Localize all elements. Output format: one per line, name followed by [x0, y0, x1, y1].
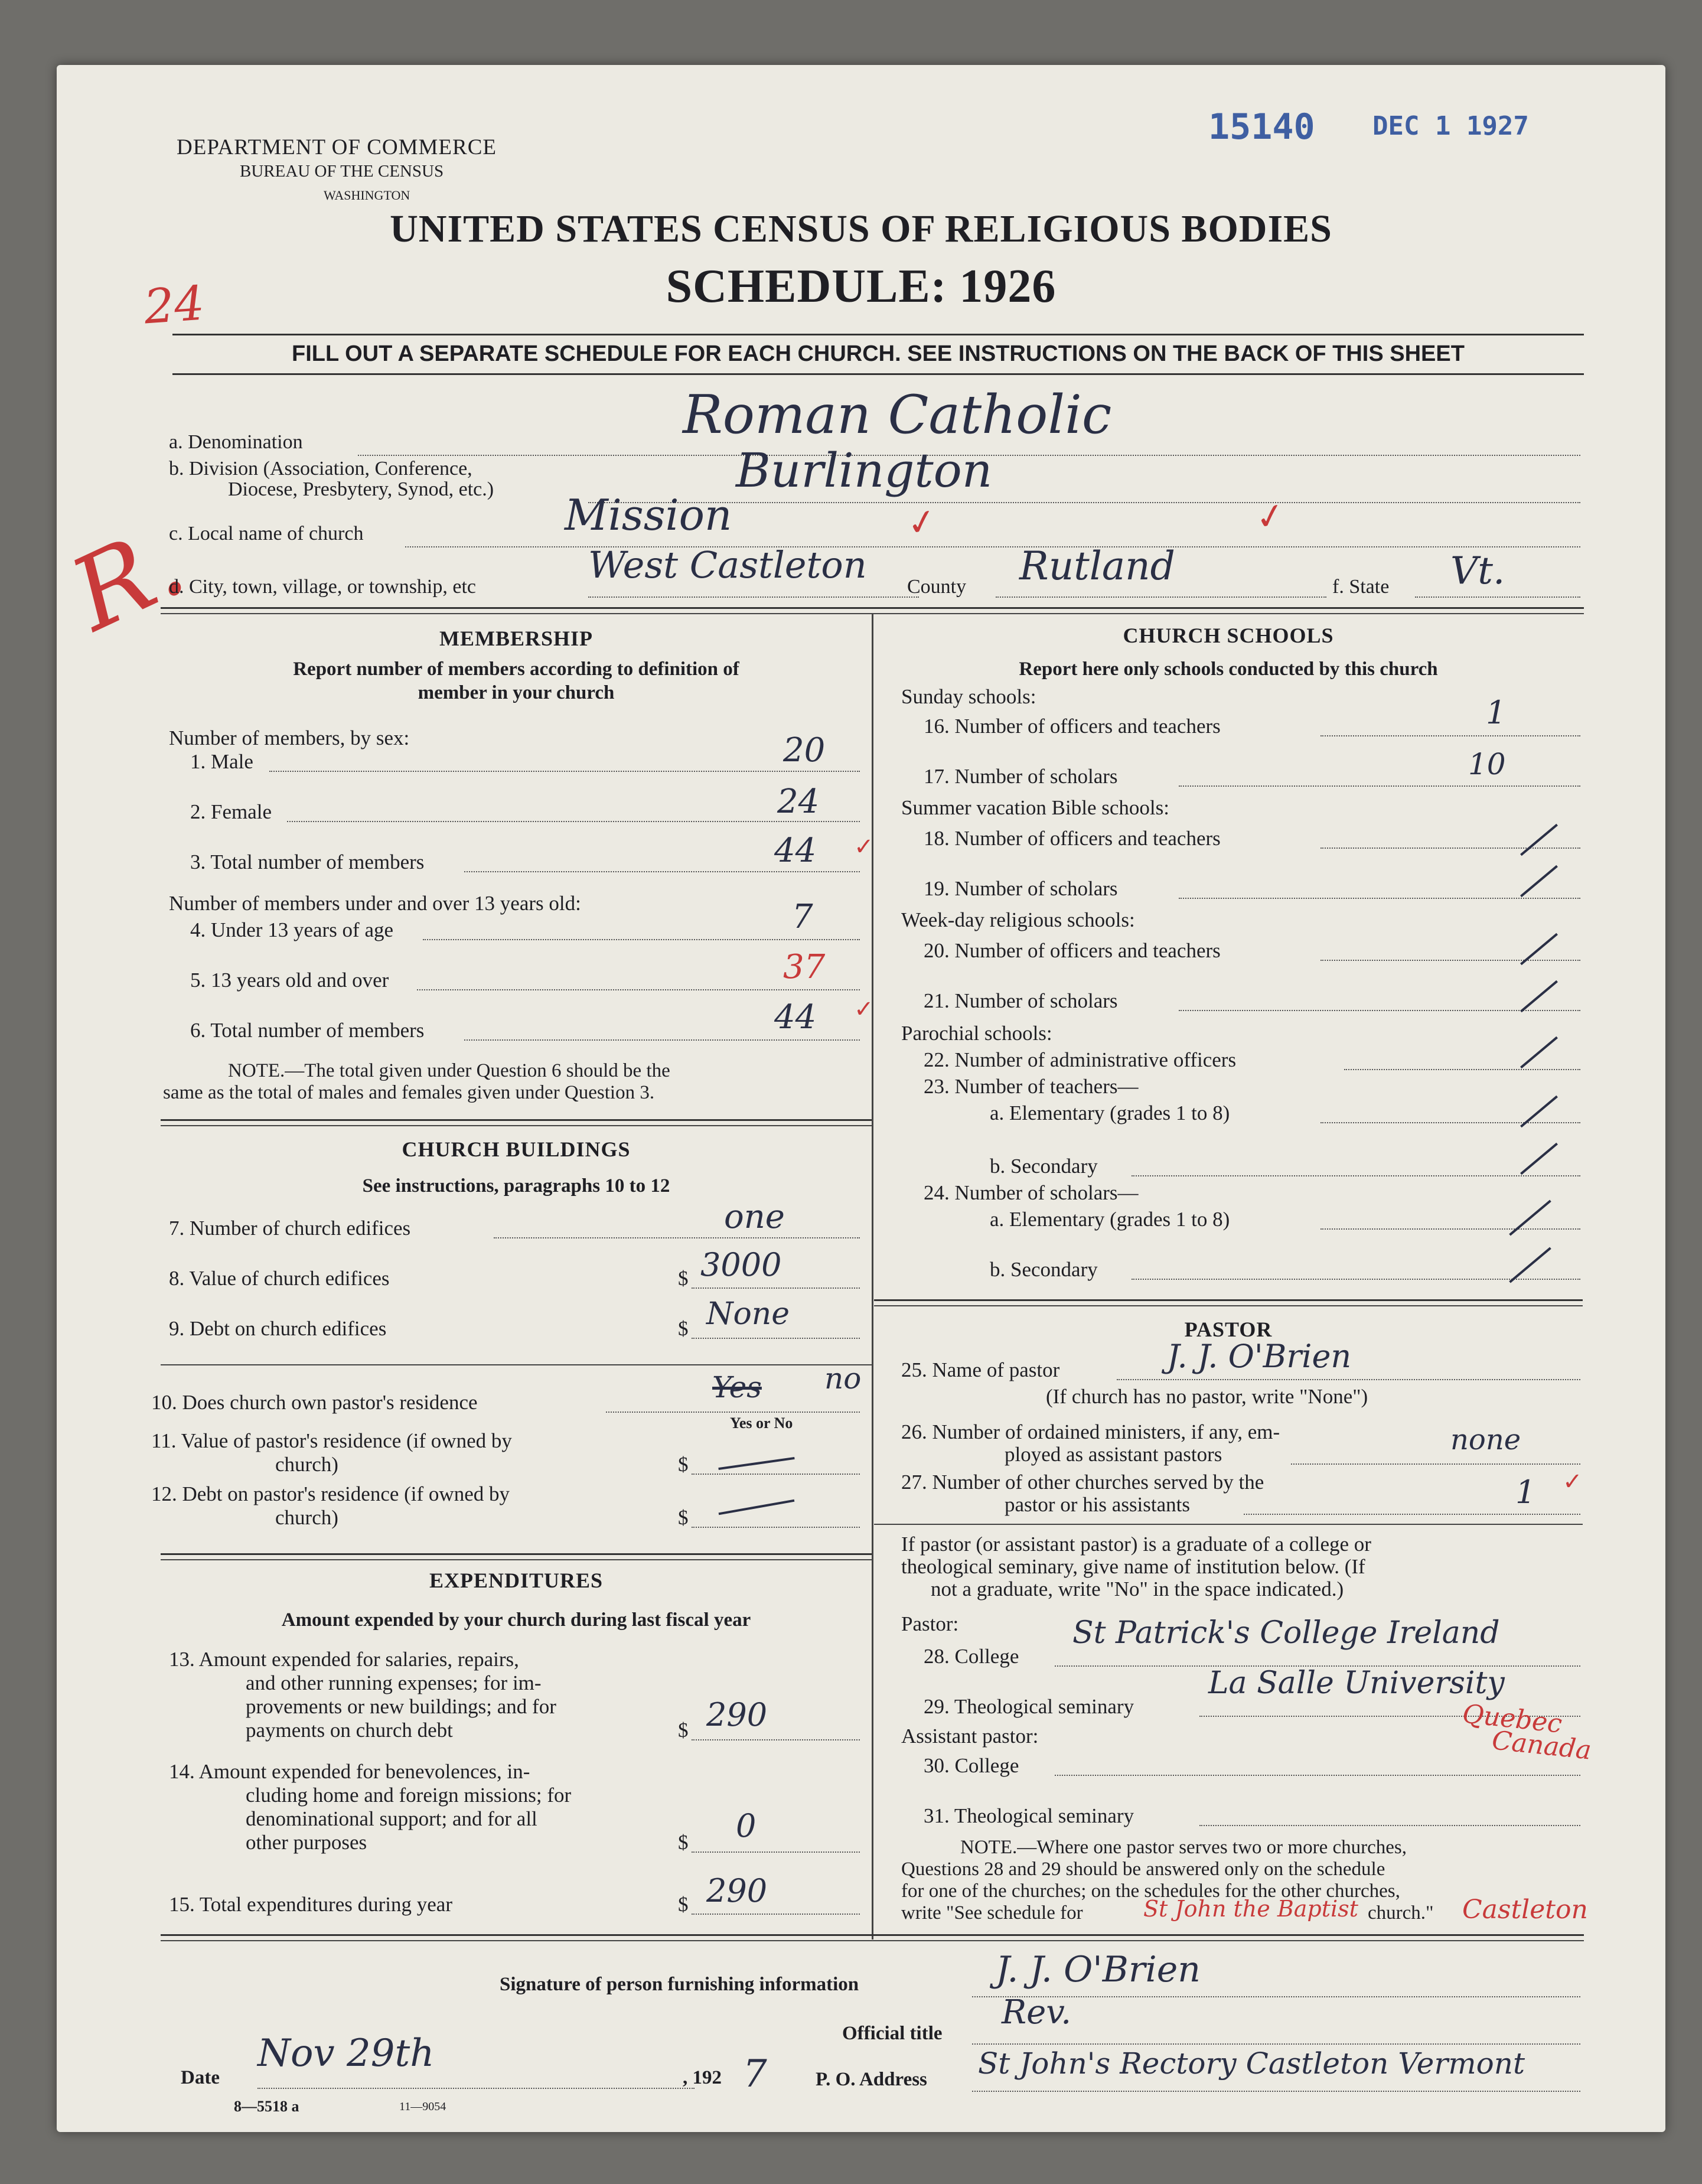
division-value: Burlington	[736, 443, 993, 498]
red-check-mark: ✓	[854, 996, 874, 1022]
q27-label-line1: 27. Number of other churches served by the	[901, 1471, 1264, 1494]
graduate-instruction-1: If pastor (or assistant pastor) is a graduate of a college or	[901, 1533, 1371, 1556]
date-label: Date	[181, 2067, 220, 2088]
q12-label-line1: 12. Debt on pastor's residence (if owned by	[151, 1482, 510, 1505]
q17-label: 17. Number of scholars	[924, 765, 1118, 788]
q10-struck-answer: Yes	[712, 1370, 762, 1404]
see-schedule-church-value: St John the Baptist	[1143, 1896, 1358, 1922]
q9-debt-value: None	[706, 1296, 790, 1332]
q24b-label: b. Secondary	[990, 1258, 1098, 1281]
q29-label: 29. Theological seminary	[924, 1695, 1134, 1718]
county-value: Rutland	[1019, 543, 1175, 589]
membership-heading: MEMBERSHIP	[439, 627, 593, 650]
year-prefix: , 192	[683, 2067, 722, 2088]
assistant-pastor-sub-label: Assistant pastor:	[901, 1725, 1039, 1748]
dollar-sign: $	[678, 1719, 689, 1742]
members-by-sex-label: Number of members, by sex:	[169, 726, 410, 749]
pastor-note-4-start: write "See schedule for	[901, 1902, 1083, 1924]
q29-note-1: Quebec	[1460, 1699, 1564, 1739]
q24-label: 24. Number of scholars—	[924, 1181, 1139, 1204]
summer-schools-label: Summer vacation Bible schools:	[901, 796, 1169, 819]
dollar-sign: $	[678, 1453, 689, 1476]
local-name-label: c. Local name of church	[169, 523, 364, 545]
city-value: West Castleton	[588, 543, 867, 586]
q28-value: St Patrick's College Ireland	[1072, 1615, 1500, 1651]
schools-heading: CHURCH SCHOOLS	[1123, 624, 1334, 647]
instruction-banner: FILL OUT A SEPARATE SCHEDULE FOR EACH CHURCH. SEE INSTRUCTIONS ON THE BACK OF THIS SHEET	[292, 341, 1465, 366]
official-title-label: Official title	[842, 2023, 943, 2044]
q4-under13-value: 7	[792, 898, 813, 936]
local-name-value: Mission	[565, 490, 732, 540]
bureau-name: BUREAU OF THE CENSUS	[240, 162, 444, 181]
q14-label-line1: 14. Amount expended for benevolences, in-	[169, 1760, 530, 1783]
q12-dash-mark	[719, 1500, 795, 1515]
parochial-schools-label: Parochial schools:	[901, 1022, 1052, 1045]
q23b-label: b. Secondary	[990, 1155, 1098, 1178]
state-label: f. State	[1332, 576, 1390, 598]
q22-dash-mark	[1520, 1036, 1558, 1068]
graduate-instruction-2: theological seminary, give name of institution below. (If	[901, 1555, 1365, 1578]
membership-note-2: same as the total of males and females given under Question 3.	[163, 1082, 655, 1103]
q24b-dash-mark	[1509, 1247, 1551, 1283]
q11-label-line1: 11. Value of pastor's residence (if owned by	[151, 1429, 512, 1452]
form-title: UNITED STATES CENSUS OF RELIGIOUS BODIES	[390, 207, 1332, 250]
q29-value: La Salle University	[1208, 1665, 1505, 1701]
county-label: County	[907, 576, 967, 598]
signature-value: J. J. O'Brien	[996, 1949, 1201, 1990]
city-label: d. City, town, village, or township, etc	[169, 576, 477, 598]
q5-over13-label: 5. 13 years old and over	[190, 969, 389, 992]
q22-label: 22. Number of administrative officers	[924, 1048, 1237, 1071]
q8-value-value: 3000	[700, 1246, 782, 1283]
q24a-label: a. Elementary (grades 1 to 8)	[990, 1208, 1230, 1231]
state-value: Vt.	[1450, 549, 1505, 593]
q10-residence-value: no	[824, 1361, 862, 1396]
pastor-note-3: for one of the churches; on the schedules for the other churches,	[901, 1880, 1400, 1902]
q6-total-label: 6. Total number of members	[190, 1019, 425, 1042]
q25-label: 25. Name of pastor	[901, 1358, 1060, 1381]
year-digit-value: 7	[743, 2052, 767, 2096]
q13-label-line3: provements or new buildings; and for	[246, 1695, 556, 1718]
q1-male-label: 1. Male	[190, 750, 253, 773]
red-initial-mark: R.	[54, 502, 202, 654]
membership-note-1: NOTE.—The total given under Question 6 should be the	[228, 1060, 670, 1081]
q23b-dash-mark	[1520, 1143, 1558, 1175]
red-check-mark: ✓	[854, 833, 874, 860]
q19-dash-mark	[1520, 865, 1558, 897]
q3-total-label: 3. Total number of members	[190, 850, 425, 873]
pastor-heading: PASTOR	[1184, 1318, 1273, 1341]
yes-or-no-caption: Yes or No	[730, 1414, 793, 1432]
q14-value: 0	[736, 1807, 757, 1844]
membership-subheading-2: member in your church	[418, 682, 615, 703]
pastor-note-1: NOTE.—Where one pastor serves two or more churches,	[960, 1837, 1407, 1858]
q27-value: 1	[1515, 1474, 1536, 1511]
q21-label: 21. Number of scholars	[924, 989, 1118, 1012]
q13-label-line4: payments on church debt	[246, 1719, 453, 1742]
graduate-instruction-3: not a graduate, write "No" in the space indicated.)	[931, 1577, 1344, 1600]
q18-label: 18. Number of officers and teachers	[924, 827, 1221, 850]
schedule-title: SCHEDULE: 1926	[666, 260, 1057, 312]
pastor-note-4-end: church."	[1368, 1902, 1434, 1924]
expenditures-subheading: Amount expended by your church during last fiscal year	[281, 1609, 751, 1631]
q1-male-value: 20	[783, 731, 826, 770]
q2-female-value: 24	[777, 783, 820, 821]
po-address-label: P. O. Address	[816, 2069, 927, 2090]
q25-note: (If church has no pastor, write "None")	[1046, 1385, 1368, 1408]
q16-label: 16. Number of officers and teachers	[924, 715, 1221, 738]
q25-value: J. J. O'Brien	[1167, 1338, 1352, 1375]
q4-under13-label: 4. Under 13 years of age	[190, 918, 394, 941]
page-number-mark: 24	[142, 275, 206, 335]
q29-note-2: Canada	[1490, 1725, 1593, 1766]
q12-label-line2: church)	[275, 1506, 338, 1529]
signature-label: Signature of person furnishing information	[500, 1974, 859, 1995]
q21-dash-mark	[1520, 980, 1558, 1012]
q26-label-line2: ployed as assistant pastors	[1005, 1443, 1222, 1466]
q23a-label: a. Elementary (grades 1 to 8)	[990, 1101, 1230, 1124]
buildings-subheading: See instructions, paragraphs 10 to 12	[362, 1175, 670, 1197]
q2-female-label: 2. Female	[190, 800, 272, 823]
dollar-sign: $	[678, 1506, 689, 1529]
q23-label: 23. Number of teachers—	[924, 1075, 1139, 1098]
sunday-schools-label: Sunday schools:	[901, 685, 1036, 708]
q30-label: 30. College	[924, 1754, 1019, 1777]
po-address-value: St John's Rectory Castleton Vermont	[978, 2046, 1525, 2081]
q19-label: 19. Number of scholars	[924, 877, 1118, 900]
schools-subheading: Report here only schools conducted by this church	[1019, 659, 1438, 680]
pastor-note-2: Questions 28 and 29 should be answered only on the schedule	[901, 1859, 1385, 1880]
q14-label-line3: denominational support; and for all	[246, 1807, 537, 1830]
division-label-line1: b. Division (Association, Conference,	[169, 458, 472, 480]
denomination-value: Roman Catholic	[683, 384, 1112, 446]
census-schedule-form	[54, 65, 1665, 2132]
q17-value: 10	[1468, 747, 1506, 781]
q14-label-line2: cluding home and foreign missions; for	[246, 1784, 572, 1807]
dollar-sign: $	[678, 1831, 689, 1854]
q7-edifices-value: one	[724, 1198, 785, 1236]
q5-over13-value: 37	[783, 948, 826, 986]
q15-total-label: 15. Total expenditures during year	[169, 1893, 452, 1916]
pastor-sub-label: Pastor:	[901, 1612, 959, 1635]
q11-label-line2: church)	[275, 1453, 338, 1476]
membership-subheading-1: Report number of members according to definition of	[293, 659, 739, 680]
red-check-mark: ✓	[1563, 1468, 1583, 1495]
q31-label: 31. Theological seminary	[924, 1804, 1134, 1827]
q6-total-value: 44	[774, 998, 817, 1036]
q24a-dash-mark	[1509, 1200, 1551, 1236]
official-title-value: Rev.	[1002, 1993, 1072, 2032]
q14-label-line4: other purposes	[246, 1831, 367, 1854]
stamp-number: 15140	[1208, 106, 1315, 148]
dollar-sign: $	[678, 1267, 689, 1290]
q26-value: none	[1450, 1423, 1521, 1456]
q13-value: 290	[706, 1696, 768, 1733]
q15-total-value: 290	[706, 1872, 768, 1909]
dollar-sign: $	[678, 1317, 689, 1340]
see-schedule-town-note: Castleton	[1462, 1895, 1588, 1925]
red-check-mark: ✓	[904, 501, 940, 545]
members-by-age-label: Number of members under and over 13 years old:	[169, 892, 581, 915]
weekday-schools-label: Week-day religious schools:	[901, 908, 1135, 931]
bureau-city: WASHINGTON	[324, 188, 410, 203]
date-value: Nov 29th	[257, 2032, 435, 2075]
department-name: DEPARTMENT OF COMMERCE	[177, 135, 497, 159]
division-label-line2: Diocese, Presbytery, Synod, etc.)	[228, 478, 494, 500]
q16-value: 1	[1486, 694, 1507, 731]
q13-label-line1: 13. Amount expended for salaries, repairs,	[169, 1648, 519, 1671]
q20-label: 20. Number of officers and teachers	[924, 939, 1221, 962]
red-check-mark: ✓	[1252, 495, 1289, 539]
q13-label-line2: and other running expenses; for im-	[246, 1671, 542, 1694]
q11-dash-mark	[718, 1457, 794, 1470]
q27-label-line2: pastor or his assistants	[1005, 1493, 1191, 1516]
denomination-label: a. Denomination	[169, 431, 303, 453]
form-number: 8—5518 a	[234, 2098, 299, 2115]
q9-debt-label: 9. Debt on church edifices	[169, 1317, 387, 1340]
q18-dash-mark	[1520, 824, 1558, 856]
q10-residence-label: 10. Does church own pastor's residence	[151, 1391, 478, 1414]
stamp-date: DEC 1 1927	[1372, 111, 1529, 141]
expenditures-heading: EXPENDITURES	[429, 1569, 604, 1592]
buildings-heading: CHURCH BUILDINGS	[402, 1137, 631, 1161]
q3-total-value: 44	[774, 832, 817, 870]
q7-edifices-label: 7. Number of church edifices	[169, 1217, 411, 1240]
q8-value-label: 8. Value of church edifices	[169, 1267, 390, 1290]
q26-label-line1: 26. Number of ordained ministers, if any, em-	[901, 1420, 1280, 1443]
q28-label: 28. College	[924, 1645, 1019, 1668]
dollar-sign: $	[678, 1893, 689, 1916]
print-number: 11—9054	[399, 2100, 446, 2113]
